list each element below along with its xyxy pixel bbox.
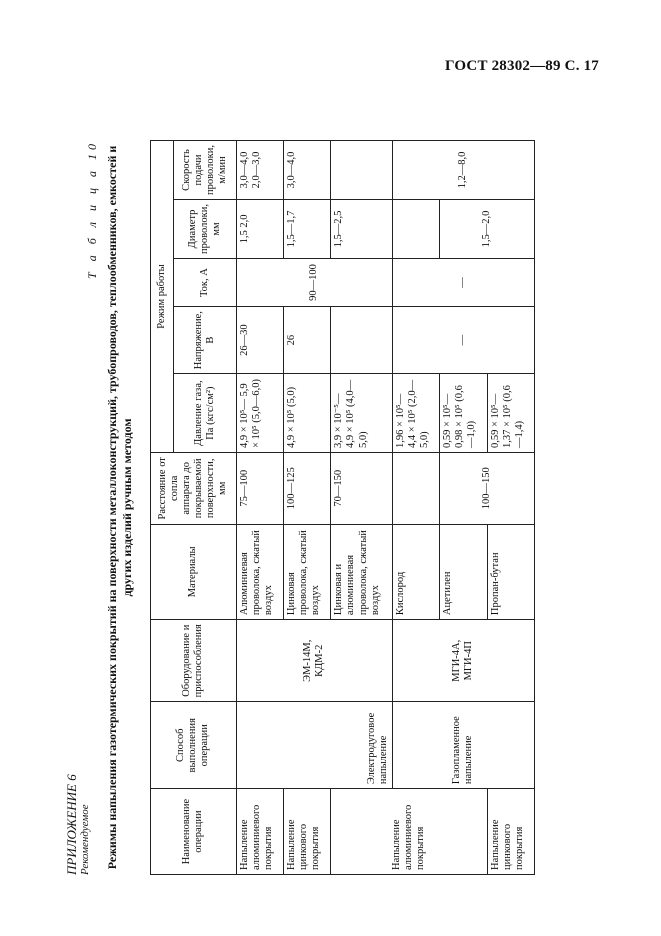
cell-method-electric: Электродуговое напыление xyxy=(236,702,392,789)
cell-equipment-electric: ЭМ-14М, КДМ-2 xyxy=(236,620,392,702)
cell-diameter-gas: 1,5—2,0 xyxy=(440,200,535,259)
header-current: Ток, А xyxy=(174,258,237,306)
cell-speed-gas: 1,2—8,0 xyxy=(392,141,534,200)
cell-operation: Напыление алюминиевого покрытия xyxy=(331,789,487,875)
cell-voltage: 26—30 xyxy=(236,307,283,374)
cell-diameter: 1,5—2,5 xyxy=(331,200,392,259)
header-pressure: Давление газа, Па (кгс/см²) xyxy=(174,374,237,453)
table-title: Режимы напыления газотермических покрытий на поверхности металлоконструкций, трубопроводов, теплообменников, емкостей и других изделий ручным методом xyxy=(105,145,134,870)
header-voltage: Напряжение, В xyxy=(174,307,237,374)
cell-pressure: 3,9 × 10⁻⁵— 4,9 × 10⁵ (4,0—5,0) xyxy=(331,374,392,453)
header-row-1 xyxy=(151,141,174,875)
cell-material: Ацетилен xyxy=(440,524,487,620)
cell-voltage xyxy=(331,307,392,374)
cell-operation: Напыление цинкового покрытия xyxy=(284,789,331,875)
cell-operation: Напыление цинкового покрытия xyxy=(487,789,534,875)
cell-pressure: 4,9 × 10⁵ (5,0) xyxy=(284,374,331,453)
cell-pressure: 0,59 × 10⁵— 1,37 × 10⁵ (0,6—1,4) xyxy=(487,374,534,453)
cell-current-gas: — xyxy=(392,258,534,306)
cell-material: Пропан-бутан xyxy=(487,524,534,620)
header-mode: Режим работы xyxy=(151,141,174,453)
cell-material: Цинковая и алюминиевая проволока, сжатый воздух xyxy=(331,524,392,620)
cell-current-electric: 90—100 xyxy=(236,258,392,306)
cell-speed xyxy=(331,141,392,200)
header-materials: Материалы xyxy=(151,524,237,620)
cell-distance: 100—125 xyxy=(284,453,331,525)
table-number: Т а б л и ц а 10 xyxy=(85,140,99,279)
cell-equipment-gas: МГИ-4А, МГИ-4П xyxy=(392,620,534,702)
table-row xyxy=(392,141,439,875)
header-equipment: Оборудование и приспособления xyxy=(151,620,237,702)
cell-voltage: 26 xyxy=(284,307,331,374)
cell-diameter xyxy=(392,200,439,259)
cell-speed: 3,0—4,0 2,0—3,0 xyxy=(236,141,283,200)
cell-distance-gas: 100—150 xyxy=(440,453,535,525)
cell-pressure: 0,59 × 10⁵— 0,98 × 10⁵ (0,6—1,0) xyxy=(440,374,487,453)
cell-material: Цинковая проволока, сжатый воздух xyxy=(284,524,331,620)
table-row xyxy=(236,141,283,875)
cell-diameter: 1,5—1,7 xyxy=(284,200,331,259)
page-header: ГОСТ 28302—89 С. 17 xyxy=(445,58,599,74)
header-operation: Наименование операции xyxy=(151,789,237,875)
cell-diameter: 1,5 2,0 xyxy=(236,200,283,259)
cell-pressure: 4,9 × 10⁵— 5,9 × 10⁵ (5,0—6,0) xyxy=(236,374,283,453)
header-distance: Расстояние от сопла аппарата до покрываемой поверхности, мм xyxy=(151,453,237,525)
header-method: Способ выполнения операции xyxy=(151,702,237,789)
rotated-page-content xyxy=(64,140,540,875)
cell-distance: 75—100 xyxy=(236,453,283,525)
appendix-label xyxy=(65,774,91,875)
appendix-title: ПРИЛОЖЕНИЕ 6 xyxy=(64,774,79,875)
cell-speed: 3,0—4,0 xyxy=(284,141,331,200)
header-speed: Скорость подачи проволоки, м/мин xyxy=(174,141,237,200)
cell-operation: Напыление алюминиевого покрытия xyxy=(236,789,283,875)
header-diameter: Диаметр проволоки, мм xyxy=(174,200,237,259)
cell-distance xyxy=(392,453,439,525)
appendix-subtitle: Рекомендуемое xyxy=(79,804,92,875)
cell-voltage-gas: — xyxy=(392,307,534,374)
cell-method-gas: Газопламенное напыление xyxy=(392,702,534,789)
cell-material: Кислород xyxy=(392,524,439,620)
cell-material: Алюминиевая проволока, сжатый воздух xyxy=(236,524,283,620)
spray-modes-table xyxy=(150,140,535,875)
cell-pressure: 1,96 × 10⁵— 4,4 × 10⁵ (2,0—5,0) xyxy=(392,374,439,453)
cell-distance: 70—150 xyxy=(331,453,392,525)
